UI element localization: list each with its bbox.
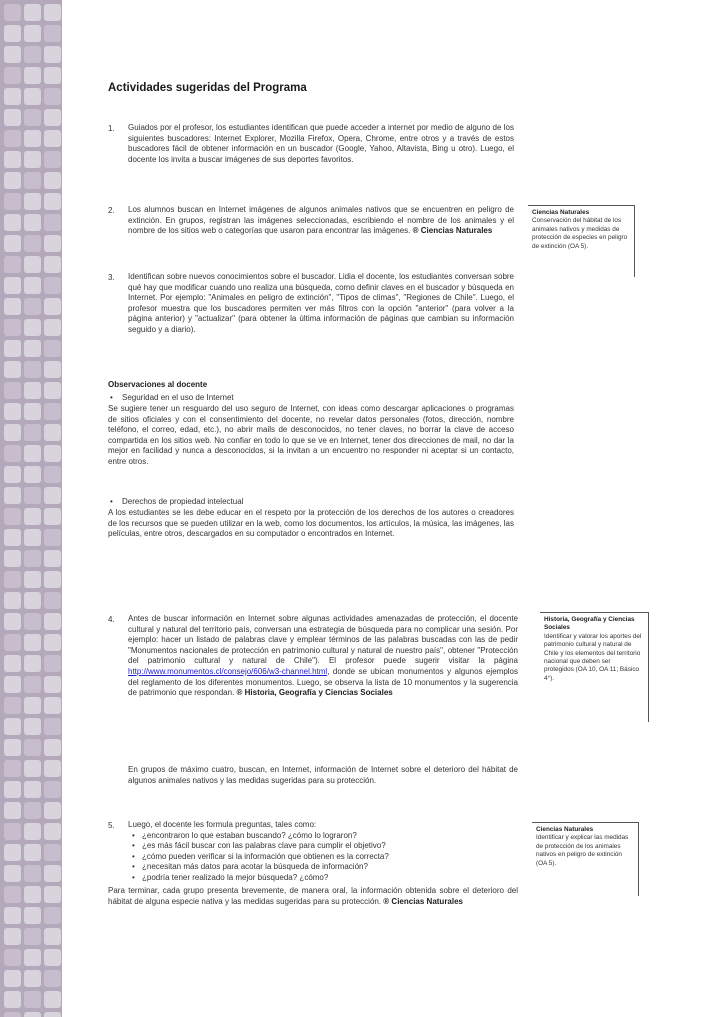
strip-square: [44, 760, 61, 777]
page-title: Actividades sugeridas del Programa: [108, 82, 307, 94]
side-note-text: Conservación del hábitat de los animales nativos y medidas de protección de especies en peligro de extinción (OA 5).: [532, 217, 628, 250]
strip-square: [24, 424, 41, 441]
strip-square: [44, 718, 61, 735]
strip-square: [24, 886, 41, 903]
strip-square: [4, 718, 21, 735]
activity-number: 2.: [108, 206, 115, 215]
strip-square: [24, 277, 41, 294]
questions-intro: Luego, el docente les formula preguntas, tales como:: [128, 820, 317, 829]
strip-square: [4, 739, 21, 756]
teacher-notes-heading: Observaciones al docente: [108, 380, 208, 389]
strip-square: [44, 928, 61, 945]
strip-square: [4, 970, 21, 987]
strip-square: [24, 991, 41, 1008]
activity-body: Antes de buscar información en Internet sobre algunas actividades amenazadas de protección, el docente cultural y natural del territorio país, conversan una estrategia de búsqueda para no complicar una sesión. Por ejemplo: hacer un listado de palabras clave y emplear términos de las palabras buscadas con las de pedir "Monumentos nacionales de protección en patrimonio cultural y natural de nuestro país", obtener "Protección del patrimonio cultural y natural de Chile"). El profesor puede sugerir visitar la página: [128, 614, 518, 666]
strip-square: [24, 382, 41, 399]
strip-square: [44, 655, 61, 672]
strip-square: [4, 844, 21, 861]
side-note: [540, 612, 649, 722]
strip-square: [44, 445, 61, 462]
strip-square: [4, 823, 21, 840]
strip-square: [24, 361, 41, 378]
activity-number: 5.: [108, 821, 115, 830]
strip-square: [4, 592, 21, 609]
strip-square: [24, 25, 41, 42]
strip-square: [4, 466, 21, 483]
strip-square: [44, 319, 61, 336]
strip-square: [44, 550, 61, 567]
strip-square: [24, 781, 41, 798]
activity-text: Identifican sobre nuevos conocimientos sobre el buscador. Lidia el docente, los estudiantes conversan sobre qué hay que modificar cuando uno realiza una búsqueda, como definir claves en el buscador y búsqueda en Internet. Por ejemplo: "Animales en peligro de extinción", "Tipos de climas", "Regiones de Chile". Luego, el profesor muestra que los buscadores permiten ver más filtros con la opción "anterior" (para volver a la página anterior) y "actualizar" (para obtener la última información de páginas que cambian su información seguido y a diario).: [128, 272, 514, 334]
strip-square: [44, 403, 61, 420]
strip-square: [4, 760, 21, 777]
side-note-text: Identificar y valorar los aportes del patrimonio cultural y natural de Chile y los elementos del territorio nacional que deben ser protegidos (OA 10, OA 11; Básico 4°).: [544, 632, 642, 682]
note-text: A los estudiantes se les debe educar en el respeto por la protección de los derechos de los autores o creadores de los recursos que se pueden utilizar en la web, como los documentos, los artículos, la música, las imágenes, las películas, entre otros, descargados en su computador o encontrados en Internet.: [108, 508, 514, 539]
strip-square: [44, 886, 61, 903]
strip-square: [24, 508, 41, 525]
decorative-side-strip: [0, 0, 62, 1017]
strip-square: [4, 235, 21, 252]
question-item: • ¿es más fácil buscar con las palabras clave para cumplir el objetivo?: [142, 841, 518, 852]
strip-square: [44, 193, 61, 210]
strip-square: [24, 487, 41, 504]
strip-square: [44, 802, 61, 819]
bullet: •: [110, 497, 113, 506]
strip-square: [24, 46, 41, 63]
strip-square: [44, 865, 61, 882]
strip-square: [4, 928, 21, 945]
strip-square: [24, 529, 41, 546]
strip-square: [24, 697, 41, 714]
strip-square: [4, 361, 21, 378]
side-note: [528, 205, 635, 277]
strip-square: [44, 676, 61, 693]
strip-square: [24, 466, 41, 483]
strip-square: [44, 277, 61, 294]
strip-square: [24, 802, 41, 819]
strip-square: [44, 697, 61, 714]
strip-square: [44, 172, 61, 189]
strip-square: [24, 613, 41, 630]
strip-square: [44, 340, 61, 357]
strip-square: [44, 4, 61, 21]
strip-square: [24, 340, 41, 357]
strip-square: [4, 46, 21, 63]
strip-square: [24, 550, 41, 567]
side-note-title: Ciencias Naturales: [536, 826, 594, 833]
strip-square: [24, 739, 41, 756]
strip-square: [44, 235, 61, 252]
strip-square: [24, 634, 41, 651]
strip-square: [44, 634, 61, 651]
strip-square: [4, 571, 21, 588]
activity-number: 3.: [108, 273, 115, 282]
question-item: • ¿cómo pueden verificar si la información que obtienen es la correcta?: [142, 852, 518, 863]
strip-square: [44, 466, 61, 483]
strip-square: [24, 571, 41, 588]
closing-text: Para terminar, cada grupo presenta brevemente, de manera oral, la información obtenida sobre el deterioro del hábitat de alguna especie nativa y las medidas sugeridas para su protección.: [108, 886, 518, 906]
strip-square: [24, 865, 41, 882]
activity-number: 1.: [108, 124, 115, 133]
strip-square: [4, 907, 21, 924]
activity-text: [128, 205, 514, 237]
strip-square: [4, 424, 21, 441]
strip-square: [4, 550, 21, 567]
strip-square: [4, 697, 21, 714]
note-text: Se sugiere tener un resguardo del uso seguro de Internet, con ideas como descargar aplicaciones o programas de sitios oficiales y con el consentimiento del docente, no revelar datos personales (fotos, dirección, nombre teléfono, el correo, edad, etc.), no abrir mails de desconocidos, no tener claves, no borrar la clave de acceso compartida en los sitios web. No confiar en todo lo que se ve en Internet, tener dos direcciones de mail, no dar la mejor en facilidad y nunca a desconocidos, si la invitan a un encuentro no responder ni aceptar si un contacto, entre otros.: [108, 404, 514, 466]
strip-square: [44, 424, 61, 441]
strip-square: [44, 844, 61, 861]
strip-square: [4, 886, 21, 903]
note-title: Derechos de propiedad intelectual: [122, 497, 244, 506]
strip-square: [24, 151, 41, 168]
strip-square: [24, 109, 41, 126]
strip-square: [4, 1012, 21, 1017]
strip-square: [24, 256, 41, 273]
question-item: • ¿podría tener realizado la mejor búsqueda? ¿cómo?: [142, 873, 518, 884]
side-note: [532, 822, 639, 896]
strip-square: [44, 88, 61, 105]
side-note-title: Historia, Geografía y Ciencias Sociales: [544, 616, 635, 632]
strip-square: [4, 655, 21, 672]
strip-square: [4, 172, 21, 189]
question-item: • ¿encontraron lo que estaban buscando? ¿cómo lo lograron?: [142, 831, 518, 842]
strip-square: [4, 4, 21, 21]
strip-square: [24, 88, 41, 105]
strip-square: [44, 508, 61, 525]
strip-square: [4, 256, 21, 273]
strip-square: [24, 718, 41, 735]
strip-square: [4, 802, 21, 819]
strip-square: [4, 382, 21, 399]
strip-square: [44, 214, 61, 231]
strip-square: [4, 949, 21, 966]
side-note-text: Identificar y explicar las medidas de protección de los animales nativos en peligro de extinción (OA 5).: [536, 834, 629, 867]
strip-square: [4, 277, 21, 294]
strip-square: [44, 823, 61, 840]
strip-square: [24, 67, 41, 84]
strip-square: [4, 865, 21, 882]
strip-square: [4, 634, 21, 651]
activity-number: 4.: [108, 615, 115, 624]
strip-square: [24, 970, 41, 987]
questions-list: [128, 831, 518, 884]
strip-square: [24, 823, 41, 840]
strip-square: [4, 25, 21, 42]
strip-square: [24, 1012, 41, 1017]
strip-square: [4, 214, 21, 231]
strip-square: [24, 319, 41, 336]
strip-square: [4, 109, 21, 126]
strip-square: [24, 193, 41, 210]
monumentos-link[interactable]: http://www.monumentos.cl/consejo/606/w3-channel.html: [128, 666, 328, 676]
strip-square: [4, 487, 21, 504]
strip-square: [44, 46, 61, 63]
strip-square: [44, 613, 61, 630]
strip-square: [4, 529, 21, 546]
strip-square: [4, 67, 21, 84]
strip-square: [4, 88, 21, 105]
strip-square: [44, 382, 61, 399]
side-note-title: Ciencias Naturales: [532, 209, 590, 216]
group-task-text: En grupos de máximo cuatro, buscan, en Internet, información de Internet sobre el deterioro del hábitat de algunos animales nativos y las medidas sugeridas para su protección.: [128, 765, 518, 785]
strip-square: [24, 760, 41, 777]
strip-square: [24, 676, 41, 693]
subject-tag: ® Historia, Geografía y Ciencias Sociales: [236, 688, 393, 698]
strip-square: [24, 214, 41, 231]
strip-square: [24, 445, 41, 462]
activity-closing: [108, 886, 518, 907]
strip-square: [4, 508, 21, 525]
strip-square: [44, 1012, 61, 1017]
activity-text: Guiados por el profesor, los estudiantes identifican que puede acceder a internet por medio de alguno de los siguientes buscadores: Internet Explorer, Mozilla Firefox, Opera, Chrome, entre otros y a través de estos buscadores fácil de obtener información en un buscador (Google, Yahoo, Altavista, Bing u otro). Luego, el docente los invita a buscar imágenes de sus deportes favoritos.: [128, 123, 514, 164]
strip-square: [4, 445, 21, 462]
strip-square: [44, 592, 61, 609]
strip-square: [4, 193, 21, 210]
strip-square: [44, 256, 61, 273]
strip-square: [4, 676, 21, 693]
strip-square: [44, 907, 61, 924]
strip-square: [24, 928, 41, 945]
activity-text: [128, 614, 518, 699]
strip-square: [44, 25, 61, 42]
strip-square: [24, 235, 41, 252]
strip-square: [44, 949, 61, 966]
strip-square: [44, 109, 61, 126]
strip-square: [44, 529, 61, 546]
strip-square: [44, 130, 61, 147]
strip-square: [44, 571, 61, 588]
strip-square: [4, 613, 21, 630]
strip-square: [24, 592, 41, 609]
strip-square: [24, 907, 41, 924]
strip-square: [24, 655, 41, 672]
strip-square: [24, 949, 41, 966]
subject-tag: ® Ciencias Naturales: [383, 896, 464, 906]
strip-square: [44, 970, 61, 987]
activity-body: Los alumnos buscan en Internet imágenes de algunos animales nativos que se encuentren en peligro de extinción. En grupos, registran las imágenes seleccionadas, escribiendo el nombre de los animales y el nombre de los sitios web o categorías que usaron para encontrar las imágenes.: [128, 205, 514, 236]
strip-square: [4, 298, 21, 315]
strip-square: [44, 67, 61, 84]
question-item: • ¿necesitan más datos para acotar la búsqueda de información?: [142, 862, 518, 873]
strip-square: [44, 298, 61, 315]
strip-square: [4, 319, 21, 336]
strip-square: [4, 340, 21, 357]
subject-tag: ® Ciencias Naturales: [412, 226, 493, 236]
strip-square: [44, 487, 61, 504]
strip-square: [44, 991, 61, 1008]
activity-text: [128, 820, 518, 884]
strip-square: [24, 403, 41, 420]
strip-square: [24, 172, 41, 189]
strip-square: [24, 4, 41, 21]
strip-square: [44, 151, 61, 168]
strip-square: [4, 991, 21, 1008]
strip-square: [44, 361, 61, 378]
strip-square: [44, 781, 61, 798]
strip-square: [4, 403, 21, 420]
strip-square: [24, 298, 41, 315]
strip-square: [4, 151, 21, 168]
strip-square: [4, 130, 21, 147]
note-title: Seguridad en el uso de Internet: [122, 393, 234, 402]
activity-body-after: , donde se ubican monumentos y algunos ejemplos del reglamento de los diferentes monumentos. Luego, se observa la lista de 10 monumentos y la sugerencia de patrimonio que respondan.: [128, 666, 518, 698]
strip-square: [44, 739, 61, 756]
strip-square: [24, 130, 41, 147]
bullet: •: [110, 393, 113, 402]
strip-square: [4, 781, 21, 798]
strip-square: [24, 844, 41, 861]
